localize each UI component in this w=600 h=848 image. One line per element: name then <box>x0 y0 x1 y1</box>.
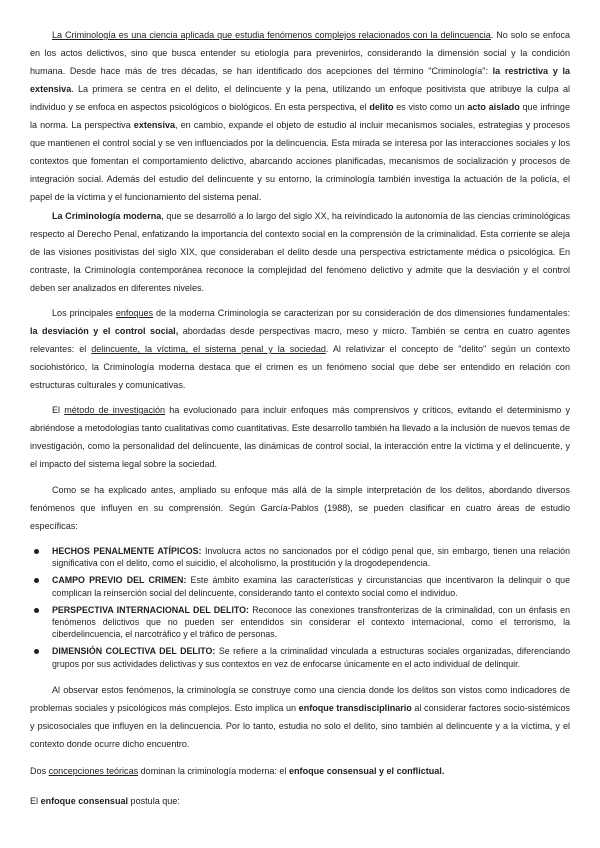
paragraph-approaches: Los principales enfoques de la moderna Criminología se caracterizan por su consideración de dos dimensiones fundamentales: la desviación y el control social, abordadas desde perspectivas macro, meso y micro. También se centra en cuatro agentes relevantes: el delincuente, la víctima, el sistema penal y la sociedad. Al relativizar el concepto de "delito" según un contexto sociohistórico, la Criminología moderna destaca que el crimen es un fenómeno social que debe ser entendido en relación con estructuras culturales y comunicativas. <box>30 308 571 390</box>
paragraph-consensual-approach: El enfoque consensual postula que: <box>30 796 180 806</box>
underlined-definition: La Criminología es una ciencia aplicada que estudia fenómenos complejos relacionados con la delincuencia <box>52 30 491 40</box>
bullet-icon <box>34 649 39 654</box>
paragraph-criminology-definition: La Criminología es una ciencia aplicada que estudia fenómenos complejos relacionados con la delincuencia. No solo se enfoca en los actos delictivos, sino que busca entender su etiología para prevenirlos, considerando la dimensión social y la condición humana. Desde hace más de tres décadas, se han identificado dos acepciones del término "Criminología": la restrictiva y la extensiva. La primera se centra en el delito, el delincuente y la pena, utilizando un enfoque positivista que atribuye la culpa al individuo y se enfoca en aspectos psicológicos o biológicos. En esta perspectiva, el delito es visto como un acto aislado que infringe la norma. La perspectiva extensiva, en cambio, expande el objeto de estudio al incluir mecanismos sociales, estrategias y procesos que mantienen el control social y se ven influenciados por la delincuencia. Esta mirada se interesa por las interacciones sociales y los contextos que fomentan el comportamiento delictivo, abarcando acciones planificadas, mecanismos de socialización y procesos de integración social. Además del estudio del delincuente y su entorno, la criminología también investiga la actuación de la policía, el papel de la víctima y el funcionamiento del sistema penal. <box>30 30 570 202</box>
bold-restrictive-extensive: la restrictiva y la extensiva <box>30 66 570 94</box>
bold-modern-criminology: La Criminología moderna <box>52 211 162 221</box>
paragraph-research-method: El método de investigación ha evolucionado para incluir enfoques más comprensivos y críticos, evitando el determinismo y abriéndose a metodologías tanto cualitativas como cuantitativas. Este desarrollo también ha llevado a la inclusión de nuevos temas de investigación, como la personalidad del delincuente, las dinámicas de control social, la interacción entre la víctima y el delincuente, y el impacto del sistema legal sobre la sociedad. <box>30 405 570 469</box>
paragraph-transdisciplinary: Al observar estos fenómenos, la criminología se construye como una ciencia donde los delitos son vistos como indicadores de problemas sociales y psicológicos más complejos. Esto implica un enfoque transdisciplinario al considerar factores socio-sistémicos y psicosociales que influyen en la delincuencia. Por lo tanto, estudia no solo el delito, sino también al delincuente y a la víctima, y el contexto donde ocurre dicho encuentro. <box>30 685 571 749</box>
bullet-icon <box>34 549 39 554</box>
list-item: CAMPO PREVIO DEL CRIMEN: Este ámbito examina las características y circunstancias que incentivaron la delinquir o que complican la reinserción social del delincuente, considerando tanto el contexto social como el individuo. <box>30 574 570 598</box>
study-areas-list <box>30 545 570 675</box>
paragraph-theoretical-conceptions: Dos concepciones teóricas dominan la criminología moderna: el enfoque consensual y el conflictual. <box>30 766 445 776</box>
bullet-icon <box>34 608 39 613</box>
list-item: HECHOS PENALMENTE ATÍPICOS: Involucra actos no sancionados por el código penal que, sin embargo, tienen una relación significativa con el delito, como el suicidio, el alcoholismo, la prostitución y la drogodependencia. <box>30 545 570 569</box>
paragraph-modern-criminology: La Criminología moderna, que se desarrolló a lo largo del siglo XX, ha reivindicado la autonomía de las ciencias criminológicas respecto al Derecho Penal, enfatizando la importancia del contexto social en la comprensión de la criminalidad. Esta corriente se aleja de las visiones positivistas del siglo XIX, que consideraban el delito desde una perspectiva estrictamente médica o psicológica. En contraste, la Criminología contemporánea reconoce la complejidad del fenómeno delictivo y admite que la desviación y el control deben ser analizados en diferentes niveles. <box>30 211 570 293</box>
paragraph-study-areas-intro: Como se ha explicado antes, ampliado su enfoque más allá de la simple interpretación de los delitos, abordando diversos fenómenos que influyen en su comprensión. Según García-Pablos (1988), se pueden clasificar en cuatro áreas de estudio específicas: <box>30 485 570 531</box>
list-item: PERSPECTIVA INTERNACIONAL DEL DELITO: Reconoce las conexiones transfronterizas de la criminalidad, con un énfasis en fenómenos delictivos que no pueden ser entendidos sin considerar el contexto internacional, como el terrorismo, la ciberdelincuencia, el narcotráfico y el tráfico de personas. <box>30 604 570 641</box>
bullet-icon <box>34 578 39 583</box>
list-item: DIMENSIÓN COLECTIVA DEL DELITO: Se refiere a la criminalidad vinculada a estructuras sociales organizadas, diferenciando grupos por sus actividades delictivas y sus contextos en vez de enfocarse únicamente en el acto individual de delinquir. <box>30 645 570 669</box>
